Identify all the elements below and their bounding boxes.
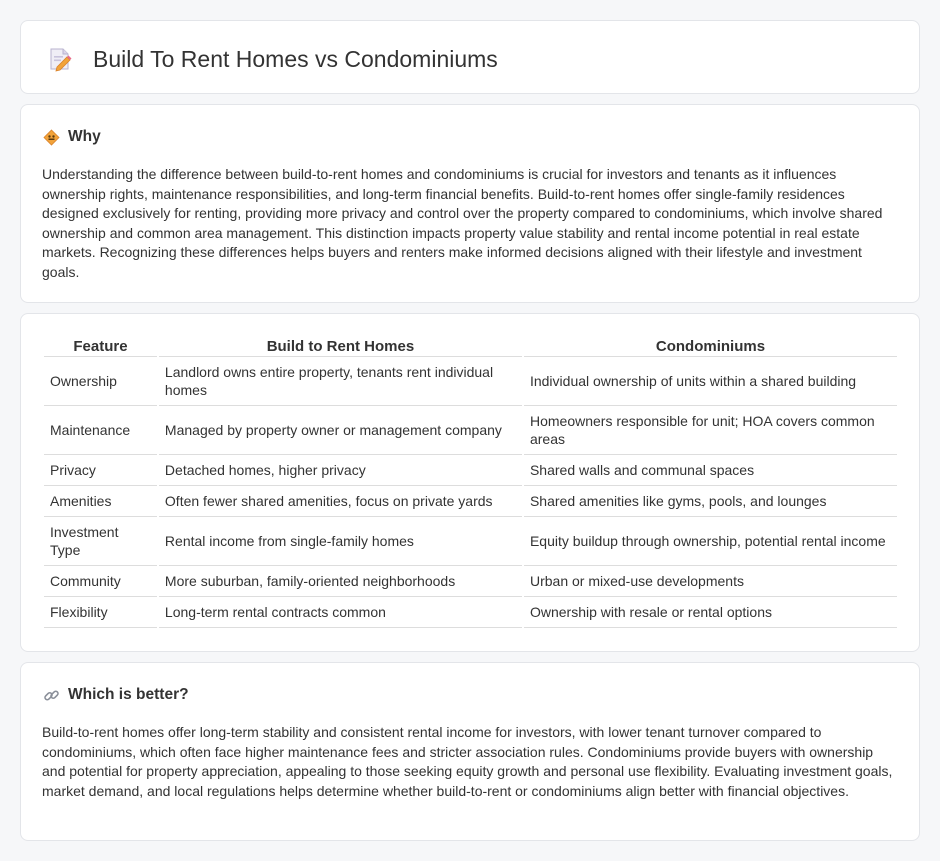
page-title: Build To Rent Homes vs Condominiums	[93, 45, 498, 72]
build-to-rent-cell: Long-term rental contracts common	[159, 597, 522, 628]
feature-cell: Community	[44, 566, 157, 597]
header-build-to-rent: Build to Rent Homes	[159, 336, 522, 357]
diamond-sign-icon	[43, 129, 60, 146]
table-row	[44, 455, 897, 486]
title-row	[47, 45, 498, 73]
link-icon	[43, 687, 60, 704]
build-to-rent-cell: Rental income from single-family homes	[159, 517, 522, 566]
header-feature: Feature	[44, 336, 157, 357]
build-to-rent-cell: More suburban, family-oriented neighborhoods	[159, 566, 522, 597]
comparison-table	[42, 336, 899, 628]
condominium-cell: Shared walls and communal spaces	[524, 455, 897, 486]
table-header-row	[44, 336, 897, 357]
why-heading: Why	[68, 128, 101, 145]
condominium-cell: Shared amenities like gyms, pools, and lounges	[524, 486, 897, 517]
feature-cell: Flexibility	[44, 597, 157, 628]
feature-cell: Amenities	[44, 486, 157, 517]
feature-cell: Privacy	[44, 455, 157, 486]
condominium-cell: Individual ownership of units within a shared building	[524, 357, 897, 406]
condominium-cell: Homeowners responsible for unit; HOA covers common areas	[524, 406, 897, 455]
better-text: Build-to-rent homes offer long-term stability and consistent rental income for investors, with lower tenant turnover compared to condominiums, which often face higher maintenance fees and stricter association rules. Condominiums provide buyers with ownership and potential for property appreciation, appealing to those seeking equity growth and personal use flexibility. Evaluating investment goals, market demand, and local regulations helps determine whether build-to-rent or condominiums align better with financial objectives.	[42, 724, 893, 799]
build-to-rent-cell: Often fewer shared amenities, focus on private yards	[159, 486, 522, 517]
table-row	[44, 597, 897, 628]
which-better-card	[20, 662, 920, 841]
why-card	[20, 104, 920, 303]
table-row	[44, 406, 897, 455]
better-heading: Which is better?	[68, 686, 189, 703]
header-condominiums: Condominiums	[524, 336, 897, 357]
table-row	[44, 486, 897, 517]
comparison-card	[20, 313, 920, 652]
document-pencil-icon	[47, 46, 73, 72]
table-row	[44, 517, 897, 566]
build-to-rent-cell: Managed by property owner or management company	[159, 406, 522, 455]
condominium-cell: Urban or mixed-use developments	[524, 566, 897, 597]
title-card	[20, 20, 920, 94]
build-to-rent-cell: Landlord owns entire property, tenants rent individual homes	[159, 357, 522, 406]
why-heading-row	[43, 127, 101, 147]
condominium-cell: Equity buildup through ownership, potential rental income	[524, 517, 897, 566]
better-heading-row	[43, 685, 189, 705]
feature-cell: Investment Type	[44, 517, 157, 566]
why-text: Understanding the difference between build-to-rent homes and condominiums is crucial for investors and tenants as it influences ownership rights, maintenance responsibilities, and long-term financial benefits. Build-to-rent homes offer single-family residences designed exclusively for renting, providing more privacy and control over the property compared to condominiums, which involve shared ownership and common area management. This distinction impacts property value stability and rental income potential in real estate markets. Recognizing these differences helps buyers and renters make informed decisions aligned with their lifestyle and investment goals.	[42, 166, 883, 280]
feature-cell: Maintenance	[44, 406, 157, 455]
build-to-rent-cell: Detached homes, higher privacy	[159, 455, 522, 486]
feature-cell: Ownership	[44, 357, 157, 406]
condominium-cell: Ownership with resale or rental options	[524, 597, 897, 628]
table-row	[44, 566, 897, 597]
table-row	[44, 357, 897, 406]
